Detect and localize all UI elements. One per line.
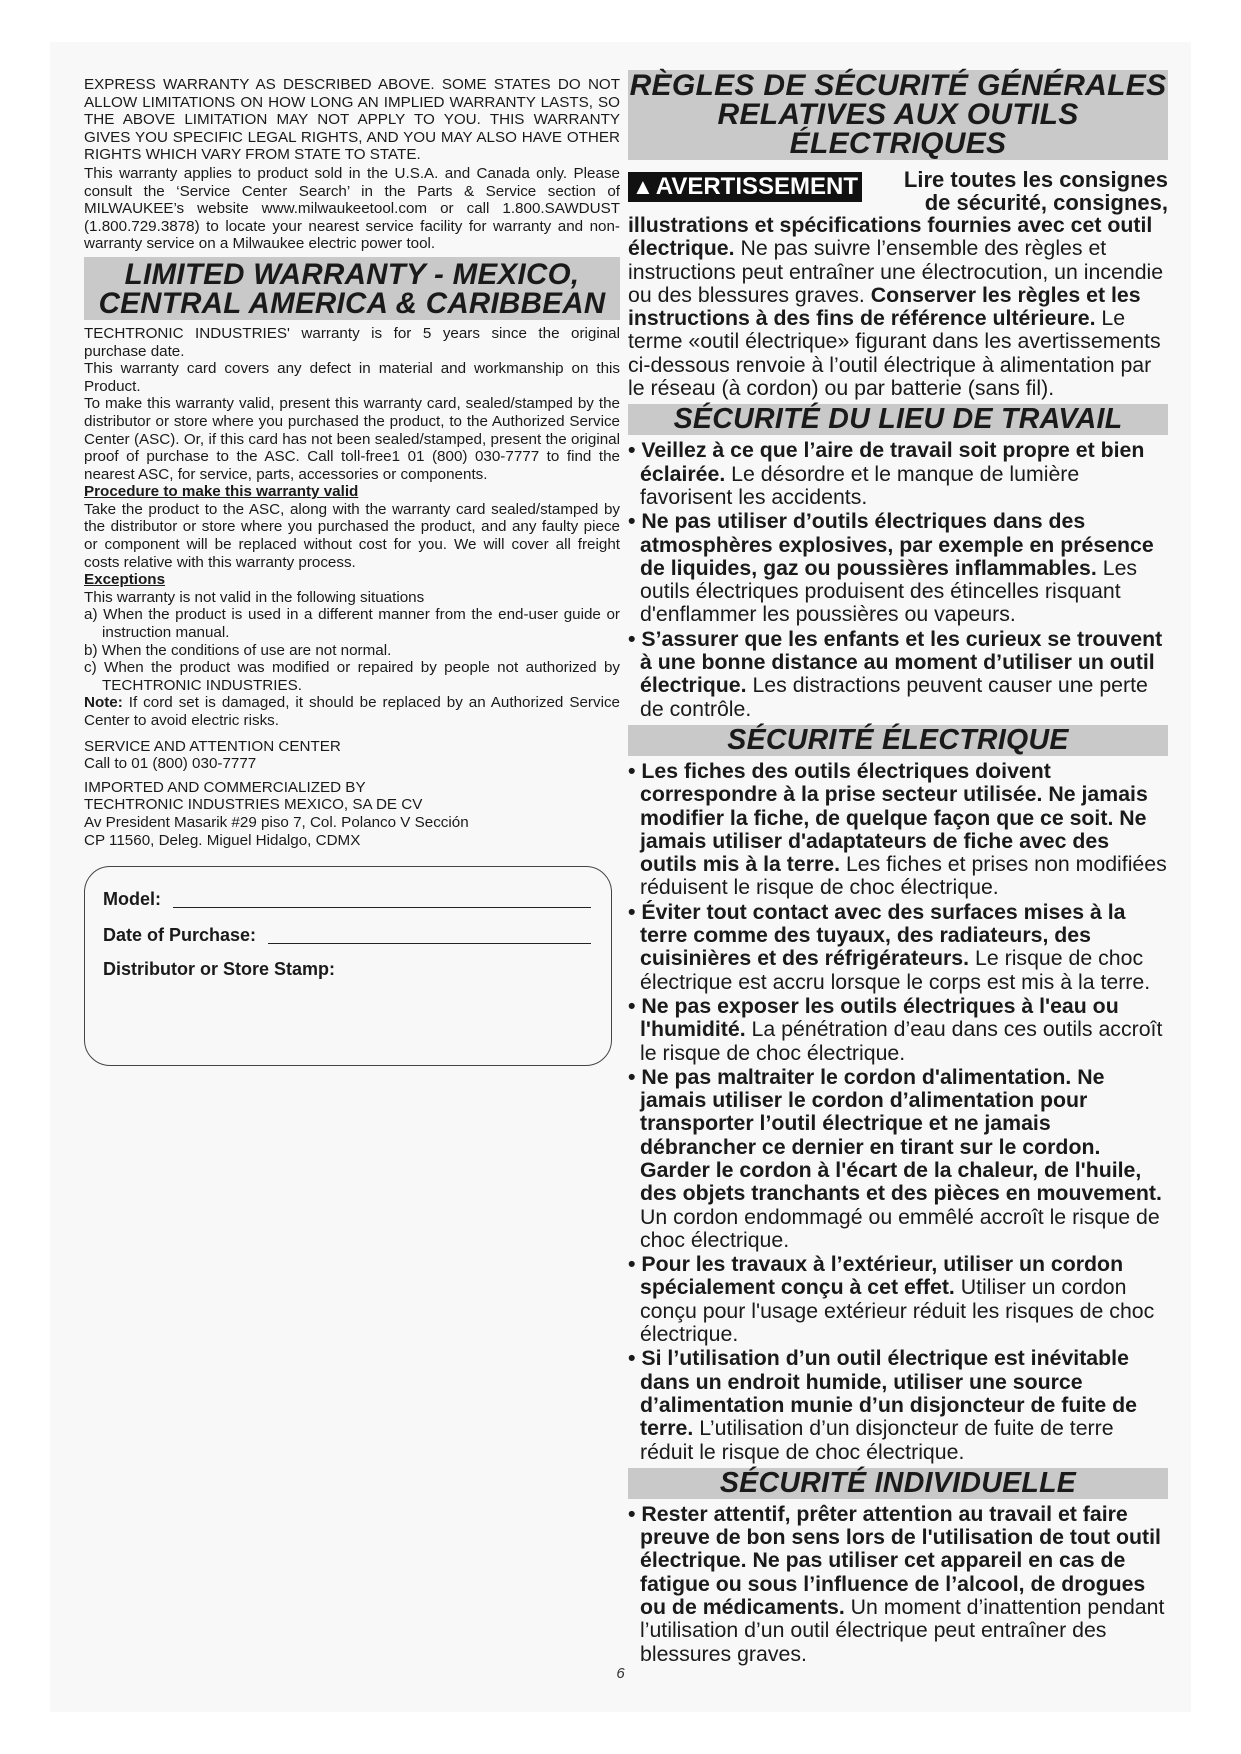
indiv-bullet-1-bold: • Rester attentif, prêter attention au travail et faire preuve de bon sens lors de l'utilisation de tout outil électrique. Ne pas utiliser cet appareil en cas de fatigue ou sous l’influence de l’alcool, de drogues ou de médicaments. — [628, 1501, 1161, 1620]
note-paragraph — [84, 694, 620, 729]
date-of-purchase-line[interactable] — [268, 925, 591, 944]
indiv-bullet-1 — [628, 1503, 1168, 1666]
elec-bullet-3-bold: • Ne pas exposer les outils électriques à l'eau ou l'humidité. — [628, 993, 1119, 1042]
elec-bullet-1 — [628, 760, 1168, 900]
warning-bold-text: illustrations et spécifications fournies avec cet outil électrique. — [628, 213, 1153, 261]
imported-by: IMPORTED AND COMMERCIALIZED BY — [84, 778, 366, 796]
elec-bullet-6-bold: • Si l’utilisation d’un outil électrique est inévitable dans un endroit humide, utiliser une source d’alimentation munie d’un disjoncteur de fuite de terre. — [628, 1346, 1137, 1441]
warning-lead-line-1: Lire toutes les consignes — [903, 167, 1168, 192]
exception-b: b) When the conditions of use are not normal. — [84, 641, 392, 659]
warranty-coverage-text: This warranty card covers any defect in material and workmanship on this Product. — [84, 360, 620, 395]
elec-bullet-1-text: Les fiches et prises non modifiées réduisent le risque de choc électrique. — [640, 852, 1167, 900]
store-stamp-field — [103, 961, 591, 979]
exception-a: a) When the product is used in a different manner from the end-user guide or instruction manual. — [84, 606, 620, 642]
warning-lead — [872, 168, 1168, 214]
banner-line-1: LIMITED WARRANTY - MEXICO, — [124, 257, 580, 291]
work-bullet-3-bold: • S’assurer que les enfants et les curieux se trouvent à une bonne distance au moment d’utiliser un outil électrique. — [628, 626, 1163, 698]
elec-bullet-6-text: L’utilisation d’un disjoncteur de fuite de terre réduit le risque de choc électrique. — [640, 1416, 1114, 1464]
work-bullet-3 — [628, 628, 1168, 721]
warning-text: Ne pas suivre l’ensemble des règles et instructions peut entraîner une électrocution, un incendie ou des blessures graves. — [628, 236, 1164, 307]
date-of-purchase-field[interactable] — [103, 925, 591, 944]
banner-line-2: CENTRAL AMERICA & CARIBBEAN — [98, 286, 606, 320]
model-field[interactable] — [103, 889, 591, 908]
note-label: Note: — [84, 694, 123, 712]
elec-bullet-2 — [628, 901, 1168, 994]
indiv-bullet-1-text: Un moment d’inattention pendant l’utilisation d’un outil électrique peut entraîner des blessures graves. — [640, 1595, 1165, 1666]
elec-bullet-3-text: La pénétration d’eau dans ces outils accroît le risque de choc électrique. — [640, 1017, 1163, 1065]
service-center-title: SERVICE AND ATTENTION CENTER — [84, 737, 341, 755]
general-safety-title-banner — [628, 70, 1168, 160]
elec-bullet-4-bold: • Ne pas maltraiter le cordon d'alimentation. Ne jamais utiliser le cordon d’alimentation pour transporter l’outil électrique et ne jamais débrancher ce dernier en tirant sur le cordon. Garder le cordon à l'écart de la chaleur, de l'huile, des objets tranchants et des pièces en mouvement. — [628, 1064, 1162, 1206]
warning-badge-label: AVERTISSEMENT — [655, 173, 859, 200]
procedure-text: Take the product to the ASC, along with the warranty card sealed/stamped by the distributor or store where you purchased the product, and any faulty piece or component will be replaced without cost for you. We will cover all freight costs relative with this warranty process. — [84, 500, 620, 571]
work-bullet-2-text: Les outils électriques produisent des étincelles risquant d'enflammer les poussières ou vapeurs. — [640, 555, 1138, 627]
model-line[interactable] — [173, 889, 591, 908]
model-label: Model: — [103, 888, 161, 909]
elec-bullet-4-text: Un cordon endommagé ou emmêlé accroît le risque de choc électrique. — [640, 1204, 1160, 1252]
elec-bullet-2-text: Le risque de choc électrique est accru lorsque le corps est mis à la terre. — [640, 946, 1151, 994]
elec-bullet-5-bold: • Pour les travaux à l’extérieur, utiliser un cordon spécialement conçu à cet effet. — [628, 1252, 1124, 1300]
elec-bullet-5 — [628, 1253, 1168, 1346]
work-area-safety-banner: SÉCURITÉ DU LIEU DE TRAVAIL — [628, 404, 1168, 435]
express-warranty-text: EXPRESS WARRANTY AS DESCRIBED ABOVE. SOME STATES DO NOT ALLOW LIMITATIONS ON HOW LONG AN IMPLIED WARRANTY LASTS, SO THE ABOVE LIMITATION MAY NOT APPLY TO YOU. THIS WARRANTY GIVES YOU SPECIFIC LEGAL RIGHTS, AND YOU MAY ALSO HAVE OTHER RIGHTS WHICH VARY FROM STATE TO STATE. — [84, 76, 620, 164]
work-bullet-1-text: Le désordre et le manque de lumière favorisent les accidents. — [640, 461, 1080, 509]
elec-bullet-2-bold: • Éviter tout contact avec des surfaces mises à la terre comme des tuyaux, des radiateurs, des cuisinières et des réfrigérateurs. — [628, 899, 1126, 971]
title-line-1: RÈGLES DE SÉCURITÉ GÉNÉRALES — [629, 69, 1167, 102]
exceptions-intro: This warranty is not valid in the following situations — [84, 588, 425, 606]
warning-header — [628, 168, 1168, 214]
exceptions-heading: Exceptions — [84, 571, 166, 589]
limited-warranty-banner — [84, 257, 620, 320]
elec-bullet-6 — [628, 1347, 1168, 1463]
warning-triangle-icon: ▲ — [632, 174, 654, 199]
company-name: TECHTRONIC INDUSTRIES MEXICO, SA DE CV — [84, 796, 423, 814]
elec-bullet-5-text: Utiliser un cordon conçu pour l'usage extérieur réduit les risques de choc électrique. — [640, 1275, 1155, 1347]
warning-lead-line-2: de sécurité, consignes, — [924, 190, 1168, 215]
warning-badge — [628, 172, 862, 202]
service-center-phone: Call to 01 (800) 030-7777 — [84, 755, 257, 773]
work-bullet-1 — [628, 439, 1168, 509]
warranty-card-form — [84, 866, 612, 1066]
right-column — [628, 70, 1168, 1667]
elec-bullet-1-bold: • Les fiches des outils électriques doivent correspondre à la prise secteur utilisée. Ne jamais modifier la fiche, de quelque façon que ce soit. Ne jamais utiliser d'adaptateurs de fiche avec des outils mis à la terre. — [628, 758, 1148, 877]
warning-text-2: Le terme «outil électrique» figurant dans les avertissements ci-dessous renvoie à l’outil électrique à alimentation par le réseau (à cordon) ou par batterie (sans fil). — [628, 306, 1161, 401]
company-address: Av President Masarik #29 piso 7, Col. Polanco V Sección — [84, 813, 469, 831]
warranty-valid-text: To make this warranty valid, present this warranty card, sealed/stamped by the distributor or store where you purchased the product, to the Authorized Service Center (ASC). Or, if this card has not been sealed/stamped, present the original proof of purchase to the ASC. Call toll-free1 01 (800) 030-7777 to find the nearest ASC, for service, parts, accessories or components. — [84, 395, 620, 483]
note-text: If cord set is damaged, it should be replaced by an Authorized Service Center to avoid electric risks. — [84, 694, 620, 729]
personal-safety-banner: SÉCURITÉ INDIVIDUELLE — [628, 1468, 1168, 1499]
electrical-safety-banner: SÉCURITÉ ÉLECTRIQUE — [628, 725, 1168, 756]
warning-paragraph — [628, 214, 1168, 400]
warranty-applies-text: This warranty applies to product sold in the U.S.A. and Canada only. Please consult the ‘Service Center Search’ in the Parts & Service section of MILWAUKEE’s website www.milwaukeetool.com or call 1.800.SAWDUST (1.800.729.3878) to locate your nearest service facility for warranty and non-warranty service on a Milwaukee electric power tool. — [84, 164, 620, 253]
work-bullet-2 — [628, 510, 1168, 626]
elec-bullet-4 — [628, 1066, 1168, 1252]
left-column — [84, 76, 620, 1066]
date-of-purchase-label: Date of Purchase: — [103, 924, 257, 945]
title-line-2: RELATIVES AUX OUTILS ÉLECTRIQUES — [717, 98, 1079, 160]
work-bullet-2-bold: • Ne pas utiliser d’outils électriques dans des atmosphères explosives, par exemple en présence de liquides, gaz ou poussières inflammables. — [628, 509, 1154, 580]
company-cp: CP 11560, Deleg. Miguel Hidalgo, CDMX — [84, 831, 361, 849]
store-stamp-label: Distributor or Store Stamp: — [103, 959, 336, 980]
work-bullet-3-text: Les distractions peuvent causer une perte de contrôle. — [640, 673, 1148, 721]
warranty-period-text: TECHTRONIC INDUSTRIES' warranty is for 5 years since the original purchase date. — [84, 324, 620, 360]
page-number: 6 — [616, 1665, 625, 1682]
procedure-heading: Procedure to make this warranty valid — [84, 483, 359, 501]
warning-bold-text-2: Conserver les règles et les instructions à des fins de référence ultérieure. — [628, 282, 1141, 331]
exception-c: c) When the product was modified or repaired by people not authorized by TECHTRONIC INDUSTRIES. — [84, 659, 620, 694]
elec-bullet-3 — [628, 995, 1168, 1065]
service-center-block — [84, 738, 620, 850]
work-bullet-1-bold: • Veillez à ce que l’aire de travail soit propre et bien éclairée. — [628, 438, 1145, 486]
